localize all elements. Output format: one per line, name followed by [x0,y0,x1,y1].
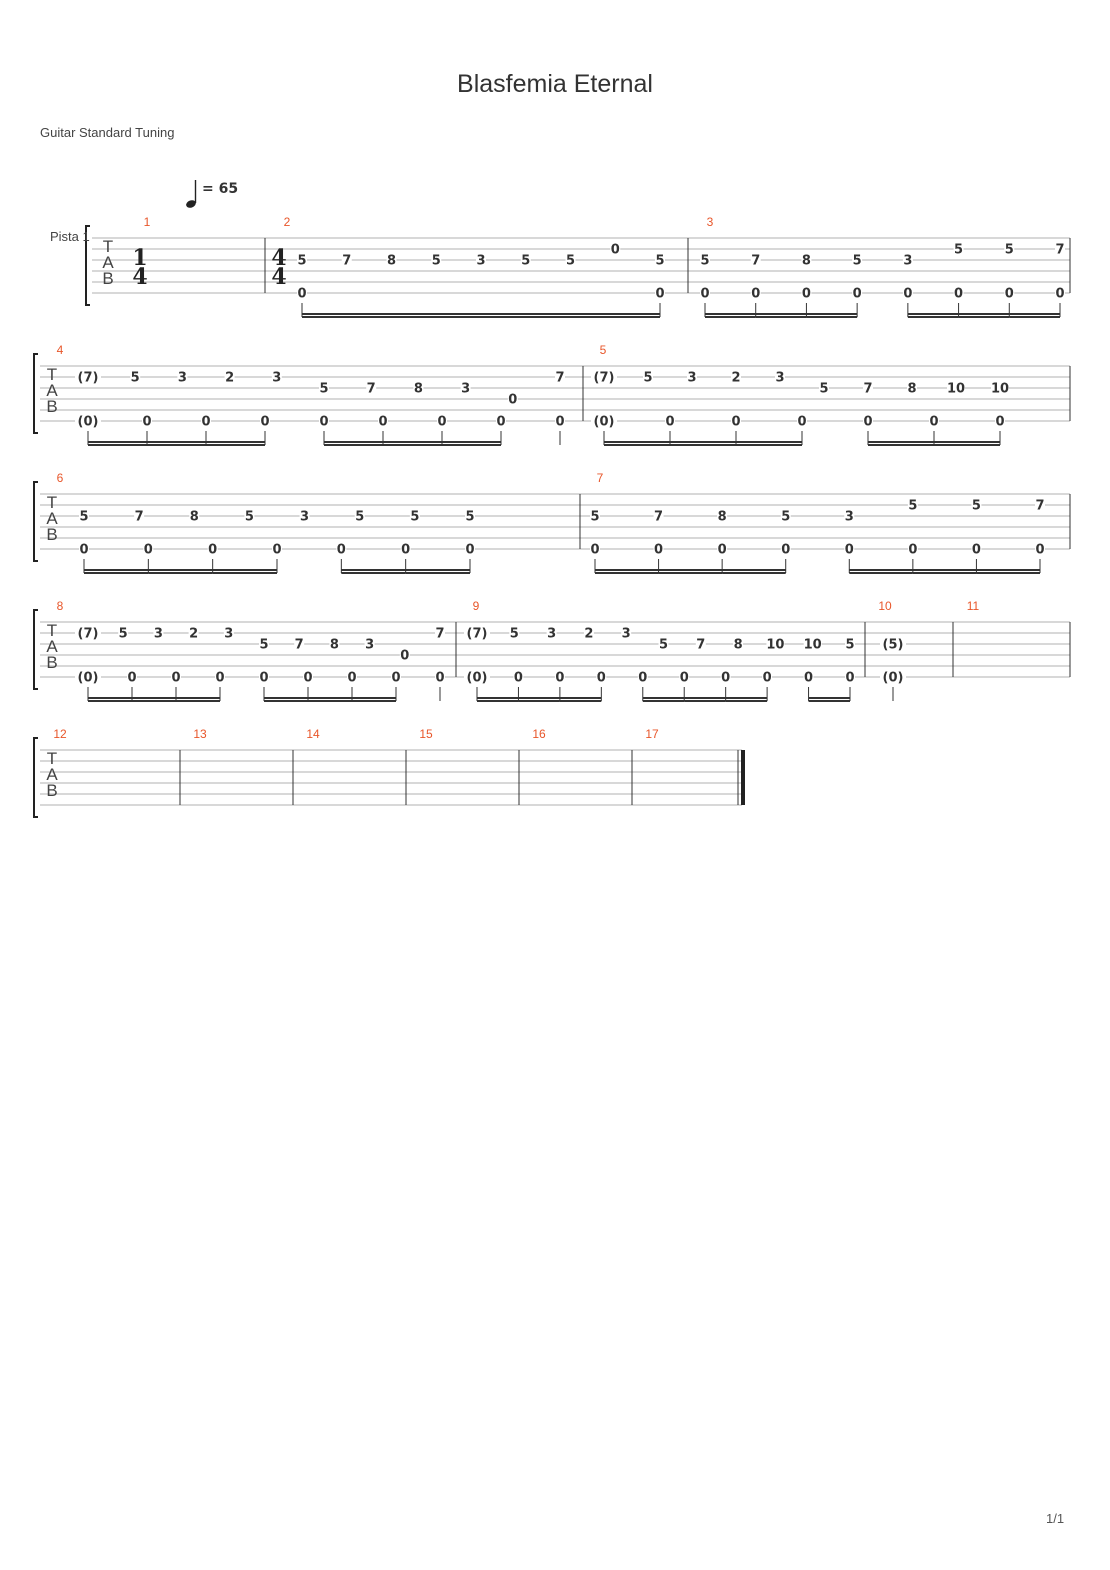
tab-clef-letter: B [46,781,58,800]
fret-number: 5 [118,626,128,642]
fret-number: 3 [547,626,557,642]
fret-number: 5 [355,509,365,525]
fret-number: 2 [731,370,741,386]
fret-number: 5 [971,498,981,514]
fret-number: 3 [224,626,234,642]
fret-number: 8 [907,381,917,397]
fret-number: 3 [621,626,631,642]
fret-number: 0 [259,670,269,686]
fret-number: 0 [929,414,939,430]
fret-number: 7 [696,637,706,653]
fret-number: 0 [201,414,211,430]
fret-number: 3 [153,626,163,642]
fret-number: 7 [1035,498,1045,514]
fret-number: 0 [781,542,791,558]
fret-number: 8 [413,381,423,397]
fret-number: 0 [208,542,218,558]
fret-number: 0 [1004,286,1014,302]
system-bracket [34,610,38,689]
fret-number: 5 [852,253,862,269]
fret-number: 0 [638,670,648,686]
fret-number: (0) [466,670,488,686]
measure-number: 3 [706,215,714,229]
fret-number: 0 [804,670,814,686]
fret-number: (0) [882,670,904,686]
fret-number: 5 [79,509,89,525]
track-name: Pista 1 [50,229,90,244]
fret-number: 5 [259,637,269,653]
fret-number: 5 [431,253,441,269]
tab-clef-letter: B [46,397,58,416]
fret-number: 5 [590,509,600,525]
fret-number: 0 [260,414,270,430]
fret-number: 5 [700,253,710,269]
fret-number: 5 [244,509,254,525]
fret-number: 0 [654,542,664,558]
fret-number: 3 [272,370,282,386]
fret-number: 0 [863,414,873,430]
fret-number: 0 [731,414,741,430]
fret-number: 5 [908,498,918,514]
fret-number: 0 [717,542,727,558]
fret-number: 5 [781,509,791,525]
fret-number: 3 [903,253,913,269]
fret-number: 5 [819,381,829,397]
fret-number: 8 [733,637,743,653]
fret-number: 5 [465,509,475,525]
fret-number: 3 [365,637,375,653]
fret-number: 0 [319,414,329,430]
fret-number: 0 [513,670,523,686]
fret-number: 7 [863,381,873,397]
fret-number: 3 [476,253,486,269]
system-bracket [34,354,38,433]
fret-number: 7 [751,253,761,269]
fret-number: 0 [751,286,761,302]
fret-number: 7 [134,509,144,525]
measure-number: 2 [283,215,291,229]
fret-number: 3 [844,509,854,525]
measure-number: 13 [193,727,207,741]
fret-number: 5 [410,509,420,525]
fret-number: 5 [658,637,669,653]
time-signature-top: 4 [271,245,287,271]
fret-number: 10 [990,381,1010,397]
measure-number: 5 [599,343,607,357]
measure-number: 12 [53,727,67,741]
fret-number: 3 [775,370,785,386]
measure-number: 17 [645,727,659,741]
tab-clef-letter: T [46,365,58,384]
measure-number: 10 [878,599,892,613]
fret-number: 7 [342,253,352,269]
measure-number: 14 [306,727,320,741]
fret-number: 0 [555,414,565,430]
fret-number: 8 [189,509,199,525]
tab-clef-letter: T [46,621,58,640]
fret-number: 0 [971,542,981,558]
fret-number: 0 [171,670,181,686]
fret-number: 5 [643,370,653,386]
tab-clef-letter: A [46,765,58,784]
fret-number: 0 [797,414,807,430]
fret-number: 3 [687,370,697,386]
fret-number: 0 [272,542,282,558]
fret-number: 5 [1004,242,1014,258]
tab-clef-letter: B [46,525,58,544]
measure-number: 16 [532,727,546,741]
fret-number: 2 [584,626,594,642]
fret-number: 10 [766,637,785,653]
tab-clef-letter: T [46,493,58,512]
measure-number: 15 [419,727,433,741]
fret-number: 7 [294,637,304,653]
fret-number: 5 [954,242,964,258]
fret-number: 0 [995,414,1005,430]
measure-number: 1 [143,215,151,229]
fret-number: 10 [946,381,966,397]
fret-number: 7 [555,370,565,386]
fret-number: 0 [378,414,388,430]
fret-number: 3 [300,509,310,525]
fret-number: 0 [215,670,225,686]
fret-number: 3 [461,381,471,397]
fret-number: 0 [679,670,689,686]
fret-number: 0 [127,670,137,686]
fret-number: 0 [903,286,913,302]
fret-number: 8 [329,637,339,653]
fret-number: 0 [297,286,307,302]
fret-number: 8 [717,509,727,525]
fret-number: (7) [466,626,488,642]
fret-number: 0 [596,670,606,686]
fret-number: 7 [435,626,445,642]
fret-number: 0 [700,286,710,302]
tab-clef-letter: T [102,237,114,256]
fret-number: 5 [655,253,665,269]
system-bracket [34,482,38,561]
fret-number: (7) [593,370,615,386]
fret-number: 0 [400,648,410,664]
fret-number: 0 [142,414,152,430]
fret-number: (5) [882,637,904,653]
fret-number: (0) [77,670,99,686]
tab-clef-letter: B [46,653,58,672]
tab-clef-letter: B [102,269,114,288]
fret-number: 10 [803,637,822,653]
fret-number: 0 [347,670,357,686]
fret-number: (0) [77,414,99,430]
fret-number: 0 [762,670,772,686]
measure-number: 9 [472,599,480,613]
fret-number: 2 [225,370,235,386]
fret-number: (0) [593,414,615,430]
fret-number: 3 [177,370,187,386]
fret-number: (7) [77,626,99,642]
measure-number: 4 [56,343,64,357]
tab-clef-letter: A [102,253,114,272]
tuning-label: Guitar Standard Tuning [40,125,175,140]
tab-clef-letter: T [46,749,58,768]
fret-number: 0 [655,286,665,302]
fret-number: 8 [386,253,397,269]
fret-number: 7 [654,509,664,525]
measure-number: 7 [596,471,604,485]
fret-number: 7 [1055,242,1065,258]
time-signature-top: 1 [132,245,148,271]
tab-clef-letter: A [46,509,58,528]
fret-number: 0 [908,542,918,558]
fret-number: (7) [77,370,99,386]
fret-number: 0 [801,286,811,302]
fret-number: 0 [496,414,506,430]
page-number: 1/1 [1046,1511,1065,1526]
time-signature-bottom: 4 [132,264,148,290]
fret-number: 2 [189,626,199,642]
fret-number: 0 [401,542,411,558]
fret-number: 0 [844,542,854,558]
fret-number: 0 [590,542,600,558]
fret-number: 0 [435,670,445,686]
fret-number: 0 [336,542,346,558]
fret-number: 0 [303,670,313,686]
measure-number: 8 [56,599,64,613]
tempo-marking: = 65 [202,181,239,197]
fret-number: 0 [465,542,475,558]
fret-number: 0 [721,670,731,686]
song-title: Blasfemia Eternal [457,70,653,98]
fret-number: 0 [508,392,518,408]
fret-number: 5 [509,626,519,642]
fret-number: 0 [845,670,855,686]
fret-number: 0 [79,542,89,558]
fret-number: 0 [1055,286,1065,302]
tab-clef-letter: A [46,381,58,400]
fret-number: 5 [521,253,531,269]
fret-number: 0 [665,414,675,430]
fret-number: 7 [366,381,376,397]
fret-number: 0 [954,286,964,302]
fret-number: 0 [143,542,153,558]
fret-number: 0 [852,286,862,302]
fret-number: 5 [565,253,576,269]
measure-number: 6 [56,471,64,485]
fret-number: 5 [319,381,329,397]
measure-number: 11 [966,599,980,613]
fret-number: 8 [801,253,811,269]
fret-number: 0 [610,242,620,258]
fret-number: 0 [555,670,565,686]
fret-number: 0 [391,670,401,686]
fret-number: 5 [845,637,855,653]
fret-number: 5 [130,370,140,386]
tab-clef-letter: A [46,637,58,656]
fret-number: 0 [437,414,447,430]
fret-number: 0 [1035,542,1045,558]
system-bracket [34,738,38,817]
time-signature-bottom: 4 [271,264,287,290]
fret-number: 5 [297,253,307,269]
